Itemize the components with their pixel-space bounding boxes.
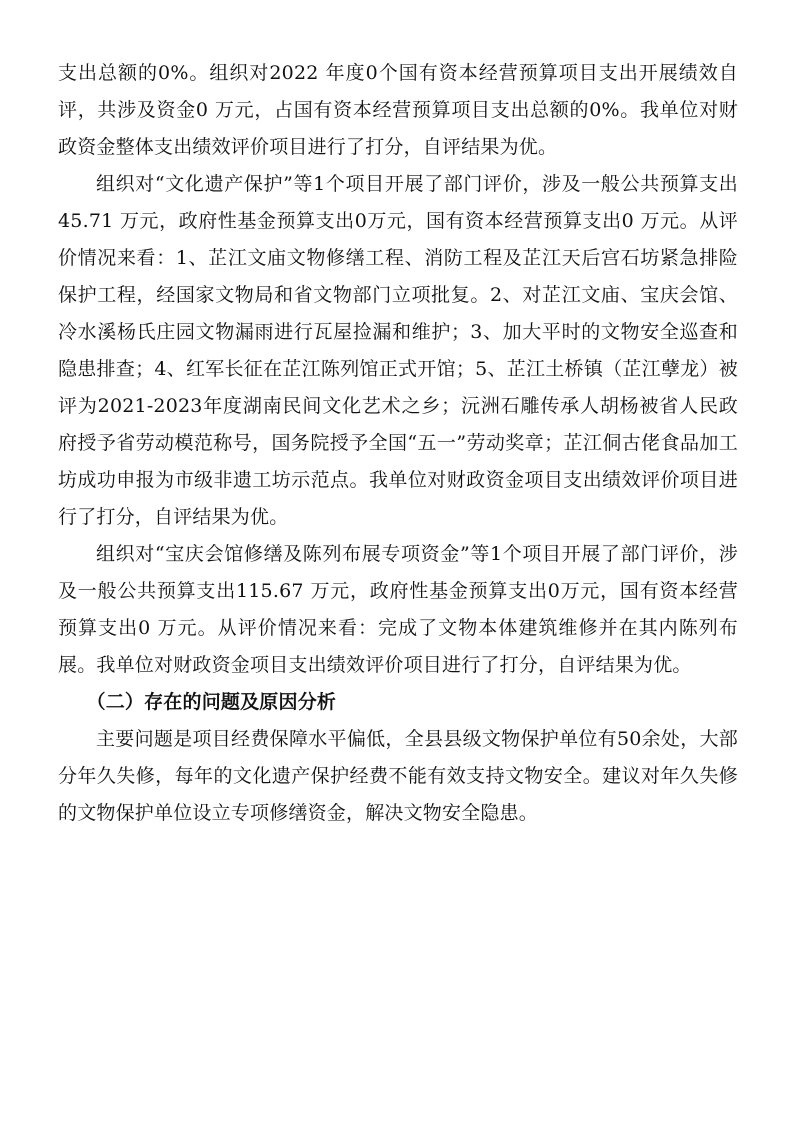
paragraph-expenditure-summary: 支出总额的0%。组织对2022 年度0个国有资本经营预算项目支出开展绩效自评，共涉及资金0 万元，占国有资本经营预算项目支出总额的0%。我单位对财政资金整体支出绩效评价项目进行了打分，自评结果为优。 [58,62,738,158]
document-body [58,55,738,832]
section-heading-problems: （二）存在的问题及原因分析 [86,691,337,713]
paragraph-heritage-protection-evaluation: 组织对“文化遗产保护”等1个项目开展了部门评价，涉及一般公共预算支出45.71 万元，政府性基金预算支出0万元，国有资本经营预算支出0 万元。从评价情况来看：1、芷江文庙文物修缮工程、消防工程及芷江天后宫石坊紧急排险保护工程，经国家文物局和省文物部门立项批复。2、对芷江文庙、宝庆会馆、冷水溪杨氏庄园文物漏雨进行瓦屋捡漏和维护；3、加大平时的文物安全巡查和隐患排查；4、红军长征在芷江陈列馆正式开馆；5、芷江土桥镇（芷江孽龙）被评为2021-2023年度湖南民间文化艺术之乡；沅洲石雕传承人胡杨被省人民政府授予省劳动模范称号，国务院授予全国“五一”劳动奖章；芷江侗古佬食品加工坊成功申报为市级非遗工坊示范点。我单位对财政资金项目支出绩效评价项目进行了打分，自评结果为优。 [58,173,738,528]
paragraph-problems-analysis: 主要问题是项目经费保障水平偏低，全县县级文物保护单位有50余处，大部分年久失修，每年的文化遗产保护经费不能有效支持文物安全。建议对年久失修的文物保护单位设立专项修缮资金，解决文物安全隐患。 [58,728,738,824]
paragraph-baoqing-hall-evaluation: 组织对“宝庆会馆修缮及陈列布展专项资金”等1个项目开展了部门评价，涉及一般公共预算支出115.67 万元，政府性基金预算支出0万元，国有资本经营预算支出0 万元。从评价情况来看：完成了文物本体建筑维修并在其内陈列布展。我单位对财政资金项目支出绩效评价项目进行了打分，自评结果为优。 [58,543,738,676]
